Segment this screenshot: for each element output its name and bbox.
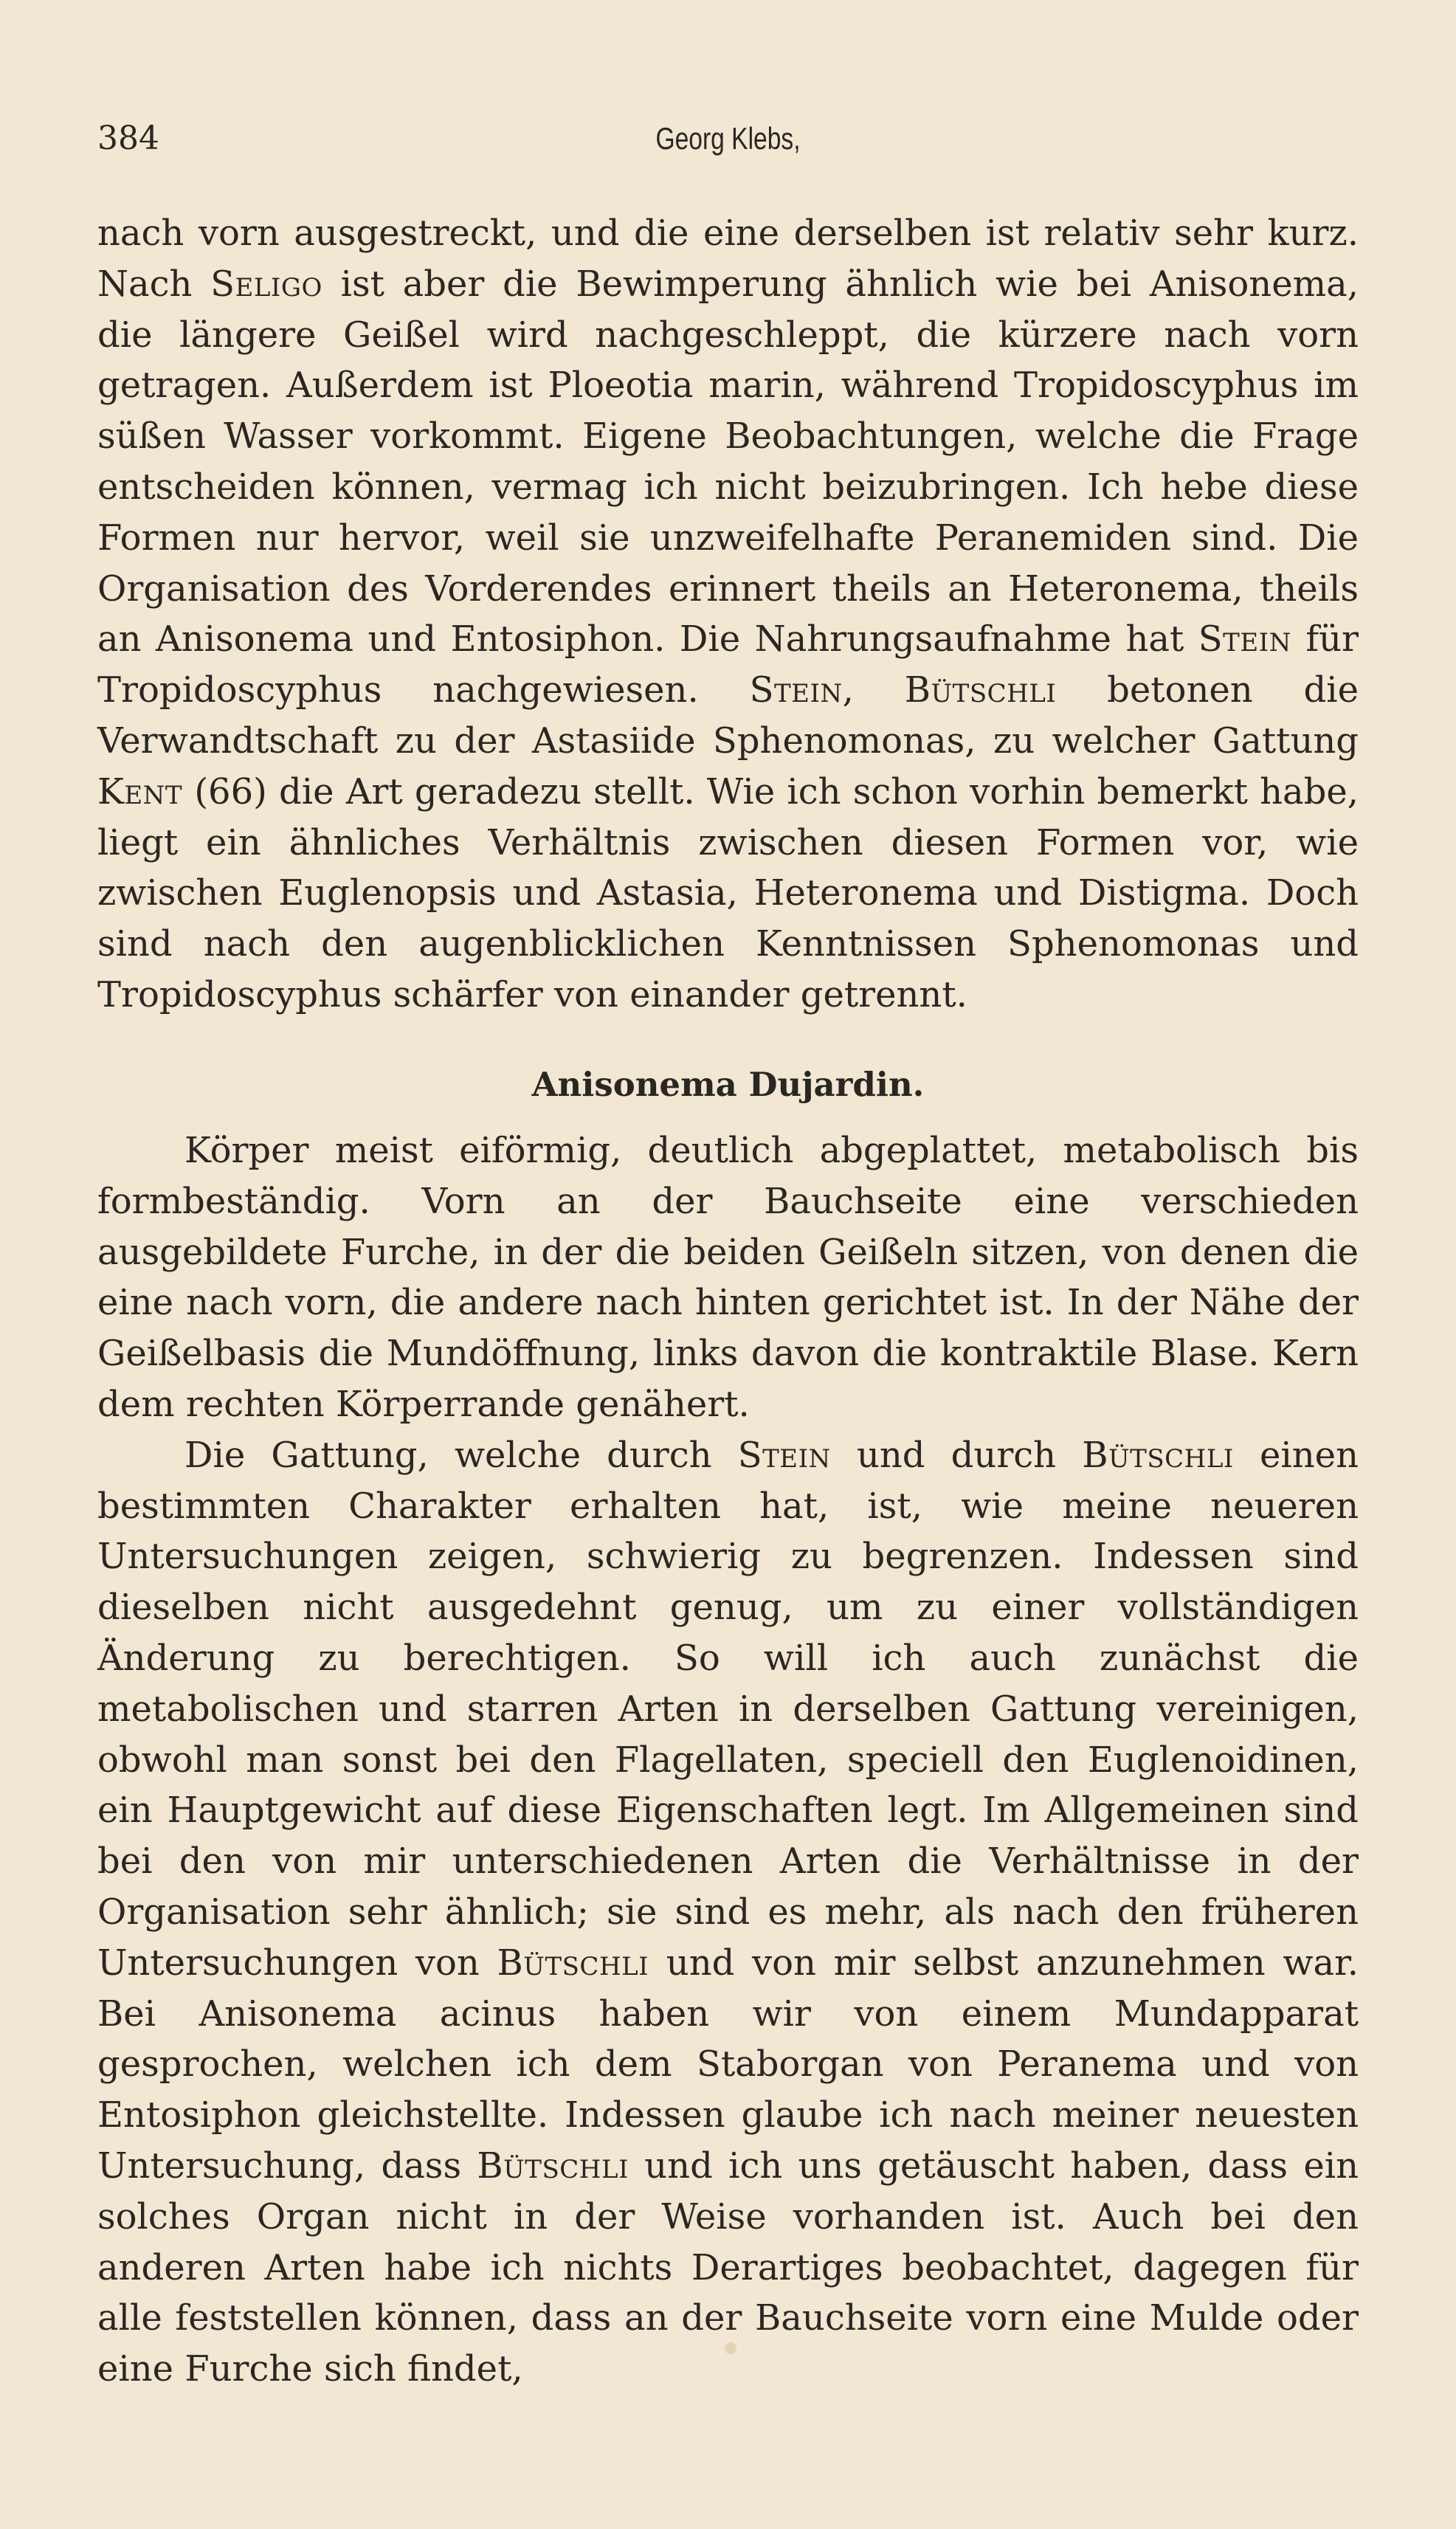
text-run: , (842, 669, 905, 711)
author-name: Bütschli (497, 1942, 649, 1984)
paragraph-diagnosis: Körper meist eiförmig, deutlich abgeplattet, metabolisch bis formbeständig. Vorn an der Bauchseite eine verschieden ausgebildete Furche, in der die beiden Geißeln sitzen, von denen die eine nach vorn, die andere nach hinten gerichtet ist. In der Nähe der Geißelbasis die Mundöffnung, links davon die kontraktile Blase. Kern dem rechten Körperrande genähert. (97, 1130, 1359, 1425)
text-run: betonen die Verwandtschaft zu der Astasiide Sphenomonas, zu welcher Gattung (97, 669, 1359, 762)
page-number: 384 (97, 120, 159, 157)
author-name: Bütschli (477, 2145, 629, 2187)
paper-spot (725, 2342, 736, 2354)
text-run: für Tropidoscyphus nachgewiesen. (97, 618, 1359, 711)
page-header (97, 118, 1359, 170)
text-run: ist aber die Bewimperung ähnlich wie bei Anisonema, die längere Geißel wird nachgeschleppt, die kürzere nach vorn getragen. Außerdem ist Ploeotia marin, während Tropidoscyphus im süßen Wasser vorkommt. Eigene Beobachtungen, welche die Frage entscheiden können, vermag ich nicht beizubringen. Ich hebe diese Formen nur hervor, weil sie unzweifelhafte Peranemiden sind. Die Organisation des Vorderendes erinnert theils an Heteronema, theils an Anisonema und Entosiphon. Die Nahrungsaufnahme hat (97, 263, 1359, 660)
author-name: Seligo (210, 263, 322, 305)
text-run: und ich uns getäuscht haben, dass ein solches Organ nicht in der Weise vorhanden ist. Auch bei den anderen Arten habe ich nichts Derartiges beobachtet, dagegen für alle feststellen können, dass an der Bauchseite vorn eine Mulde oder eine Furche sich findet, (97, 2145, 1359, 2390)
text-run: (66) die Art geradezu stellt. Wie ich schon vorhin bemerkt habe, liegt ein ähnliches Verhältnis zwischen diesen Formen vor, wie zwischen Euglenopsis und Astasia, Heteronema und Distigma. Doch sind nach den augenblicklichen Kenntnissen Sphenomonas und Tropidoscyphus schärfer von einander getrennt. (97, 770, 1359, 1015)
author-name: Stein (737, 1434, 831, 1476)
text-block-top (97, 208, 1359, 1021)
running-head: Georg Klebs, (655, 121, 801, 156)
author-name: Bütschli (904, 669, 1057, 711)
paragraph-continued (97, 208, 1359, 1021)
text-run: und durch (830, 1434, 1083, 1476)
text-block-bottom (97, 1125, 1359, 2395)
section-heading: Anisonema Dujardin. (531, 1065, 925, 1104)
author-name: Stein (1198, 618, 1291, 660)
text-run: Die Gattung, welche durch (184, 1434, 738, 1476)
paragraph-discussion (97, 1430, 1359, 2395)
author-name: Stein (749, 669, 843, 711)
author-name: Bütschli (1082, 1434, 1234, 1476)
text-run: einen bestimmten Charakter erhalten hat, ist, wie meine neueren Untersuchungen zeigen, schwierig zu begrenzen. Indessen sind dieselben nicht ausgedehnt genug, um zu einer vollständigen Änderung zu berechtigen. So will ich auch zunächst die metabolischen und starren Arten in derselben Gattung vereinigen, obwohl man sonst bei den Flagellaten, speciell den Euglenoidinen, ein Hauptgewicht auf diese Eigenschaften legt. Im Allgemeinen sind bei den von mir unterschiedenen Arten die Verhältnisse in der Organisation sehr ähnlich; sie sind es mehr, als nach den früheren Untersuchungen von (97, 1434, 1359, 1984)
author-name: Kent (97, 770, 183, 812)
text-run: und von mir selbst anzunehmen war. Bei Anisonema acinus haben wir von einem Mundapparat gesprochen, welchen ich dem Staborgan von Peranema und von Entosiphon gleichstellte. Indessen glaube ich nach meiner neuesten Untersuchung, dass (97, 1942, 1359, 2187)
text-run: nach vorn ausgestreckt, und die eine derselben ist relativ sehr kurz. Nach (97, 213, 1359, 305)
